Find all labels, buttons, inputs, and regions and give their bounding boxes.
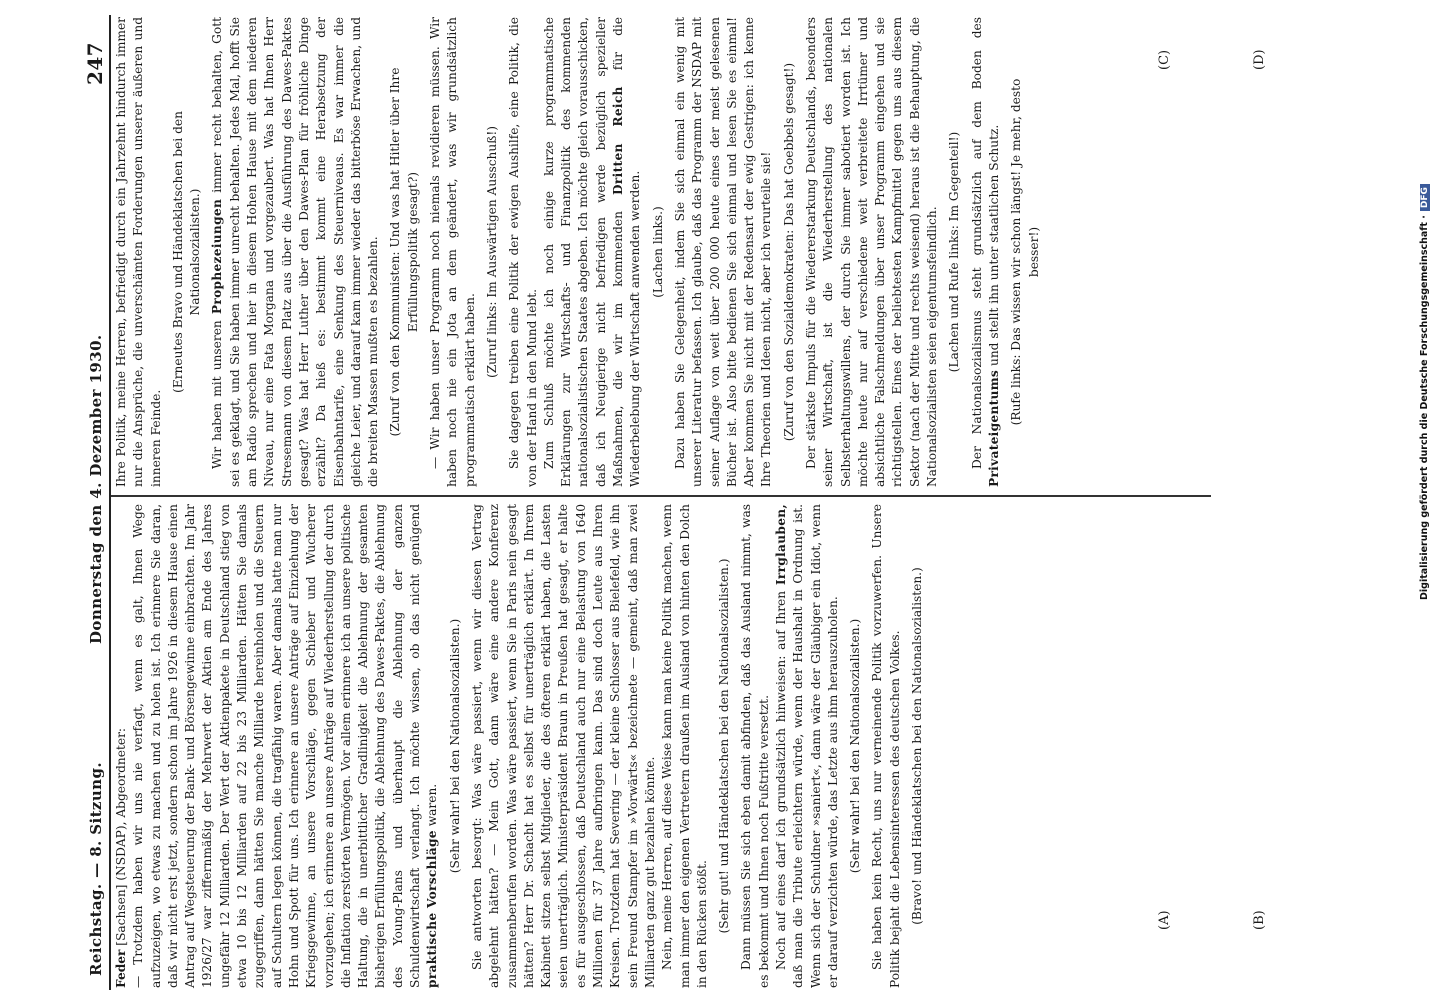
paragraph-text: Noch auf eines darf ich grundsätzlich hinweisen: auf Ihren: [773, 585, 788, 970]
paragraph-text: Wir haben mit unseren: [210, 314, 225, 469]
interjection: (Sehr wahr! bei den Nationalsozialisten.): [848, 618, 863, 874]
interjection: (Zuruf von den Kommunisten: Und was hat Hitler über Ihre Erfüllungspolitik gesagt?): [388, 67, 420, 437]
header-center: Donnerstag den 4. Dezember 1930.: [87, 334, 105, 644]
section-mark-c: (C): [1157, 49, 1172, 70]
rotated-document-page: [77, 10, 1327, 1000]
paragraph: [969, 17, 1004, 487]
page-header: [81, 10, 111, 1000]
interjection: (Lachen und Rufe links: Im Gegenteil!): [947, 131, 962, 373]
interjection: (Erneutes Bravo und Händeklatschen bei den Nationalsozialisten.): [170, 111, 203, 393]
paragraph: Dazu haben Sie Gelegenheit, indem Sie sich einmal ein wenig mit unserer Literatur befassen. Ich glaube, daß das Programm der NSDAP mit seiner Auflage von weit über 200 000 heute eines der meist gelesenen Bücher ist. Also bitte bedienen Sie sich einmal und lesen Sie es einmal! Aber kommen Sie nicht mit der Redensart der ewig Gestrigen: ich kenne Ihre Theorien und Ideen nicht, aber ich verurteile sie!: [672, 17, 774, 487]
emphasis-text: praktische Vorschläge: [425, 830, 440, 988]
paragraph: — Wir haben unser Programm noch niemals revidieren müssen. Wir haben noch nie ein Jota an dem geändert, was wir grundsätzlich programmatisch erklärt haben.: [428, 17, 477, 487]
paragraph-text: immer recht behalten, Gott sei es geklagt, und Sie haben immer unrecht behalten. Jedes Mal, hofft Sie am Radio sprechen und hier in diesem Hohen Hause mit dem niederen Niveau, nur eine Fata Morgana und vorgezaubert. Was hat Ihnen Herr Stresemann von diesem Platz aus über die Ausführung des Dawes-Paktes gesagt? Was hat Herr Luther über den Dawes-Plan für fröhliche Dinge erzählt? Da hieß es: bestimmt kommt eine Herabsetzung der Eisenbahntarife, eine Senkung des Steuerniveaus. Es war immer die gleiche Leier, und darauf kam immer wieder das bitterböse Erwachen, und die breiten Massen mußten es bezahlen.: [210, 17, 381, 487]
paragraph: Dann müssen Sie sich eben damit abfinden, daß das Ausland nimmt, was es bekommt und Ihnen noch Fußtritte versetzt.: [739, 504, 771, 988]
paragraph: [541, 17, 645, 487]
emphasis-text: Prophezeiungen: [210, 198, 225, 315]
paragraph: Sie dagegen treiben eine Politik der ewigen Aushilfe, eine Politik, die von der Hand in den Mund lebt.: [507, 17, 539, 487]
paragraph: [130, 504, 441, 988]
paragraph-text: daß man die Tribute erleichtern würde, wenn der Haushalt in Ordnung ist. Wenn sich der Schuldner »saniert«, dann wäre der Gläubiger ein Idiot, wenn er darauf verzichten würde, das Letzte aus ihm herauszuholen.: [791, 504, 840, 988]
section-mark-b: (B): [1252, 910, 1267, 930]
paragraph-text: für die Wiederbelebung der Wirtschaft anwenden werden.: [611, 17, 643, 487]
interjection: (Sehr wahr! bei den Nationalsozialisten.): [447, 618, 462, 874]
paragraph-text: waren.: [425, 783, 440, 831]
interjection: (Sehr gut! und Händeklatschen bei den Nationalsozialisten.): [717, 558, 732, 934]
section-mark-d: (D): [1252, 49, 1267, 70]
paragraph: [209, 17, 382, 487]
interjection: (Zuruf links: Im Auswärtigen Ausschuß!): [484, 125, 499, 379]
header-left: Reichstag. — 8. Sitzung.: [87, 762, 105, 976]
emphasis-text: Dritten Reich: [611, 86, 626, 195]
paragraph-text: Der Nationalsozialismus steht grundsätzlich auf dem Boden des: [969, 17, 984, 469]
paragraph: Nein, meine Herren, auf diese Weise kann man keine Politik machen, wenn man immer den eigenen Vertretern draußen im Ausland von hinten den Dolch in den Rücken stößt.: [660, 504, 709, 988]
speaker-line: [113, 504, 130, 988]
paragraph: Sie haben kein Recht, uns nur verneinende Politik vorzuwerfen. Unsere Politik bejaht die Lebensinteressen des deutschen Volkes.: [870, 504, 902, 988]
interjection: (Zuruf von den Sozialdemokraten: Das hat Goebbels gesagt!): [781, 62, 796, 442]
speaker-affiliation: [Sachsen] (NSDAP), Abgeordneter:: [114, 727, 128, 950]
emphasis-text: Privateigentums: [986, 369, 1001, 487]
speaker-name: Feder: [114, 949, 128, 988]
digitization-note: [1419, 184, 1430, 600]
column-divider: [111, 496, 1211, 498]
interjection: (Lachen links.): [650, 206, 665, 298]
left-column: [113, 504, 931, 988]
interjection: (Bravo! und Händeklatschen bei den Nationalsozialisten.): [910, 567, 925, 925]
paragraph: [773, 504, 842, 988]
paragraph-text: — Trotzdem haben wir uns nie verfagt, wenn es galt, Ihnen Wege aufzuzeigen, wo etwas zu machen und zu holen ist. Ich erinnere Sie daran, daß wir nicht erst jetzt, sondern schon im Jahre 1926 in diesem Hause einen Antrag auf Wegsteuerung der Bank- und Börsengewinne einbrachten. Im Jahr 1926/27 war ziffernmäßig der Mehrwert der Aktien am Ende des Jahres ungefähr 12 Milliarden. Der Wert der Aktienpakete in Deutschland stieg von etwa 10 bis 12 Milliarden auf 22 bis 23 Milliarden. Hätten Sie damals zugegriffen, dann hätten Sie manche Milliarde hereinholen und die Steuern auf Schultern legen können, die tragfähig waren. Aber damals hatte man nur Hohn und Spott für uns. Ich erinnere an unsere Anträge auf Einziehung der Kriegsgewinne, an unsere Vorschläge, gegen Schieber und Wucherer vorzugehen; ich erinnere an unsere Anträge auf Wiederherstellung der durch die Inflation zerstörten Vermögen. Vor allem erinnere ich an unsere politische Haltung, die in unerbittlicher Gradlinigkeit die Ablehnung der gesamten bisherigen Erfüllungspolitik, die Ablehnung des Dawes-Paktes, die Ablehnung des Young-Plans und überhaupt die Ablehnung der ganzen Schuldenwirtschaft verlangt. Ich möchte wissen, ob das nicht genügend: [131, 504, 423, 988]
digitization-note-text: Digitalisierung gefördert durch die Deutsche Forschungsgemeinschaft ·: [1419, 215, 1430, 600]
emphasis-text: Irrglauben,: [773, 504, 788, 586]
interjection: (Rufe links: Das wissen wir schon längst! Je mehr, desto besser!): [1009, 78, 1041, 426]
paragraph-text: Zum Schluß möchte ich noch einige kurze programmatische Erklärungen zur Wirtschafts- und Finanzpolitik des kommenden nationalsozialistischen Staates abgeben. Ich möchte gleich vorausschicken, daß ich Neugierige nicht befriedigen werde bezüglich spezieller Maßnahmen, die wir im kommenden: [541, 17, 626, 487]
paragraph-text: und stellt ihn unter staatlichen Schutz.: [986, 124, 1001, 370]
paragraph: Der stärkste Impuls für die Wiedererstarkung Deutschlands, besonders seiner Wirtschaft, ist die Wiederherstellung des nationalen Selbsterhaltungswillens, der durch Sie immer sabotiert worden ist. Ich möchte heute nur auf verschiedene weit verbreitete Irrtümer und absichtliche Falschmeldungen über unser Programm eingehen und sie richtigstellen. Eines der beliebtesten Kampfmittel gegen uns aus diesem Sektor (nach der Mitte und rechts weisend) heraus ist die Behauptung, die Nationalsozialisten seien eigentumsfeindlich.: [803, 17, 940, 487]
dfg-logo: DFG: [1420, 184, 1430, 211]
section-mark-a: (A): [1157, 910, 1172, 930]
paragraph: Ihre Politik, meine Herren, befriedigt durch ein Jahrzehnt hindurch immer nur die Ansprüche, die unverschämten Forderungen unserer äußeren und inneren Feinde.: [114, 17, 163, 487]
page-number: 247: [83, 42, 107, 85]
right-column: [113, 17, 1048, 487]
paragraph: Sie antworten besorgt: Was wäre passiert, wenn wir diesen Vertrag abgelehnt hätten? — Mein Gott, dann wäre eine andere Konferenz zusammenberufen worden. Was wäre passiert, wenn Sie in Paris nein gesagt hätten? Herr Dr. Schacht hat es selbst für unerträglich erklärt. In Ihrem Kabinett sitzen selbst Mitglieder, die des öfteren erklärt haben, die Lasten seien unerträglich. Ministerpräsident Braun in Preußen hat gesagt, er halte es für ausgeschlossen, daß Deutschland auch nur eine Belastung von 1640 Millionen für 37 Jahre aufbringen kann. Das sind doch Leute aus Ihren Kreisen. Trotzdem hat Severing — der kleine Schlosser aus Bielefeld, wie ihn sein Freund Stampfer im »Vorwärts« bezeichnete — gemeint, daß man zwei Milliarden ganz gut bezahlen könnte.: [469, 504, 657, 988]
header-rule: [109, 15, 111, 990]
